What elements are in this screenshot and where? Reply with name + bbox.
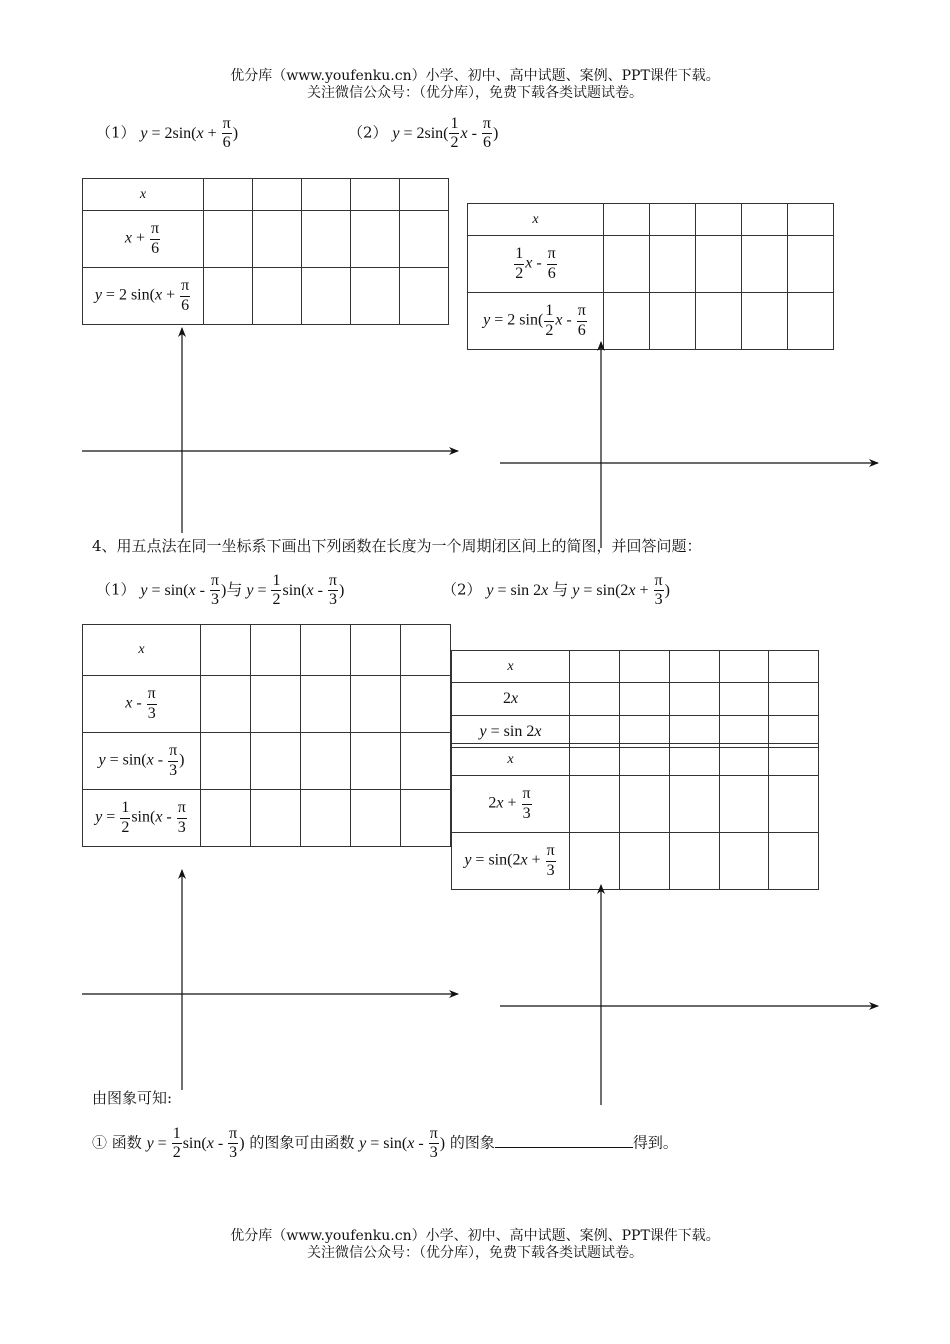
q4-part2-label: （2） [442,580,482,599]
numerator: π [177,799,187,818]
numerator: 1 [172,1125,182,1144]
variable-y: y [392,124,400,142]
variable-y: y [98,751,106,769]
numerator: π [150,220,160,239]
denominator: 3 [429,1144,438,1162]
answer-blank[interactable] [495,1133,633,1148]
variable-x: x [155,808,163,826]
axes-q3-part1 [82,328,458,533]
q3-part1-formula: y = 2sin(x + $\frac{\pi}{6}$ ) [140,115,239,152]
fraction [172,1125,182,1163]
variable-x: x [628,581,636,599]
fraction [228,1125,238,1163]
denominator: 2 [172,1144,181,1162]
variable-x: x [460,124,468,142]
variable-y: y [486,581,494,599]
numerator: π [210,572,220,591]
axes-q3-part2 [500,342,878,548]
numerator: π [482,115,492,134]
denominator: 3 [210,591,219,609]
numerator: 1 [449,115,459,134]
q4-part1-formula: y = sin(x - $\frac{\pi}{3}$ )与 y = $\frac{1}{2}$ sin(x - $\frac{\pi}{3}$ ) [140,572,345,609]
numerator: 1 [271,572,281,591]
variable-x: x [125,694,133,712]
conclusion-text-3: 的图象 [449,1133,495,1152]
denominator: 3 [147,704,156,722]
header-line-1: 优分库（www.youfenku.cn）小学、初中、高中试题、案例、PPT课件下载。 [230,68,720,84]
numerator: π [547,245,557,264]
conclusion-formula-a: y = $\frac{1}{2}$ sin(x - $\frac{\pi}{3}$ ) [146,1125,245,1162]
numerator: 1 [514,245,524,264]
variable-y: y [140,581,148,599]
variable-y: y [479,722,487,740]
conclusion-text-1: 函数 [107,1133,147,1152]
denominator: 6 [222,134,231,152]
numerator: π [147,685,157,704]
variable-x: x [124,229,132,247]
variable-x: x [139,186,147,202]
footer-line-2: 关注微信公众号：（优分库），免费下载各类试题试卷。 [307,1245,643,1261]
numerator: π [168,742,178,761]
variable-y: y [483,311,491,329]
row-header: y = 2 sin( $\frac{1}{2}$ x - $\frac{\pi}{6}$ [468,293,604,350]
denominator: 3 [546,861,555,879]
variable-y: y [94,286,102,304]
denominator: 2 [450,134,459,152]
conclusion-text-2: 的图象可由函数 [249,1133,360,1152]
variable-x: x [196,124,204,142]
variable-x: x [510,690,519,707]
header-line-2: 关注微信公众号：（优分库），免费下载各类试题试卷。 [307,85,643,101]
denominator: 3 [328,591,337,609]
variable-x: x [507,751,514,767]
q4-prompt: 4、用五点法在同一坐标系下画出下列函数在长度为一个周期闭区间上的简图，并回答问题： [92,537,702,555]
axes-q4-part2 [500,885,878,1105]
numerator: 1 [120,799,130,818]
numerator: π [328,572,338,591]
row-header: 2x [452,683,570,716]
variable-x: x [138,642,145,657]
variable-x: x [146,751,154,769]
numerator: π [180,277,190,296]
denominator: 6 [547,264,556,282]
q3-part1-label: （1） [96,123,136,142]
row-header: y = sin(x - $\frac{\pi}{3}$ ) [83,733,201,790]
denominator: 2 [545,321,554,339]
axes-q4-part1 [82,870,458,1090]
denominator: 6 [482,134,491,152]
denominator: 6 [151,239,160,257]
denominator: 3 [229,1144,238,1162]
variable-y: y [146,1134,154,1152]
page-footer [0,1228,950,1262]
variable-x: x [154,286,163,304]
denominator: 6 [181,296,190,314]
q3-part2-formula: y = 2sin( $\frac{1}{2}$ x - $\frac{\pi}{6}$ ) [392,115,499,152]
numerator: π [222,115,232,134]
row-header: x + $\frac{\pi}{6}$ [83,211,204,268]
variable-x: x [520,851,528,869]
variable-x: x [188,581,196,599]
conclusion-intro: 由图象可知: [92,1089,173,1107]
denominator: 6 [577,321,586,339]
numerator: π [228,1125,238,1144]
variable-x: x [496,794,504,812]
fraction [429,1125,439,1163]
numerator: π [577,302,587,321]
denominator: 3 [169,761,178,779]
numerator: π [522,785,532,804]
variable-y: y [572,581,580,599]
conclusion-formula-b: y = sin(x - $\frac{\pi}{3}$ ) [359,1125,446,1162]
row-header: y = 2 sin(x + $\frac{\pi}{6}$ [83,268,204,325]
variable-x: x [507,658,514,674]
row-header: y = sin 2x [452,716,570,748]
variable-y: y [359,1134,367,1152]
conclusion-text-4: 得到。 [632,1133,678,1152]
variable-y: y [95,808,103,826]
footer-line-1: 优分库（www.youfenku.cn）小学、初中、高中试题、案例、PPT课件下载。 [230,1228,720,1244]
row-header: $\frac{1}{2}$ x - $\frac{\pi}{6}$ [468,236,604,293]
variable-y: y [464,851,472,869]
denominator: 2 [121,818,130,836]
variable-x: x [407,1134,415,1152]
row-header: y = sin(2x + $\frac{\pi}{3}$ [452,833,570,890]
q3-part2-label: （2） [348,123,388,142]
numerator: 1 [544,302,554,321]
variable-x: x [541,581,549,599]
variable-x: x [525,254,533,272]
variable-x: x [206,1134,214,1152]
denominator: 3 [654,591,663,609]
row-header: y = $\frac{1}{2}$ sin(x - $\frac{\pi}{3}$ [83,790,201,847]
numerator: π [654,572,664,591]
row-header: 2x + $\frac{\pi}{3}$ [452,776,570,833]
variable-y: y [140,124,148,142]
row-header: x - $\frac{\pi}{3}$ [83,676,201,733]
numerator: π [546,842,556,861]
variable-x: x [532,211,539,227]
denominator: 2 [515,264,524,282]
denominator: 3 [177,818,186,836]
q4-part1-label: （1） [96,580,136,599]
item-marker: ① [92,1133,108,1152]
denominator: 3 [522,804,531,822]
q4-part2-formula: y = sin 2x 与 y = sin(2x + $\frac{\pi}{3}$ ) [486,572,670,609]
variable-x: x [555,311,563,329]
conclusion-item-1 [92,1125,678,1163]
variable-x: x [306,581,314,599]
denominator: 2 [272,591,281,609]
variable-x: x [534,722,542,740]
variable-y: y [246,581,254,599]
numerator: π [429,1125,439,1144]
